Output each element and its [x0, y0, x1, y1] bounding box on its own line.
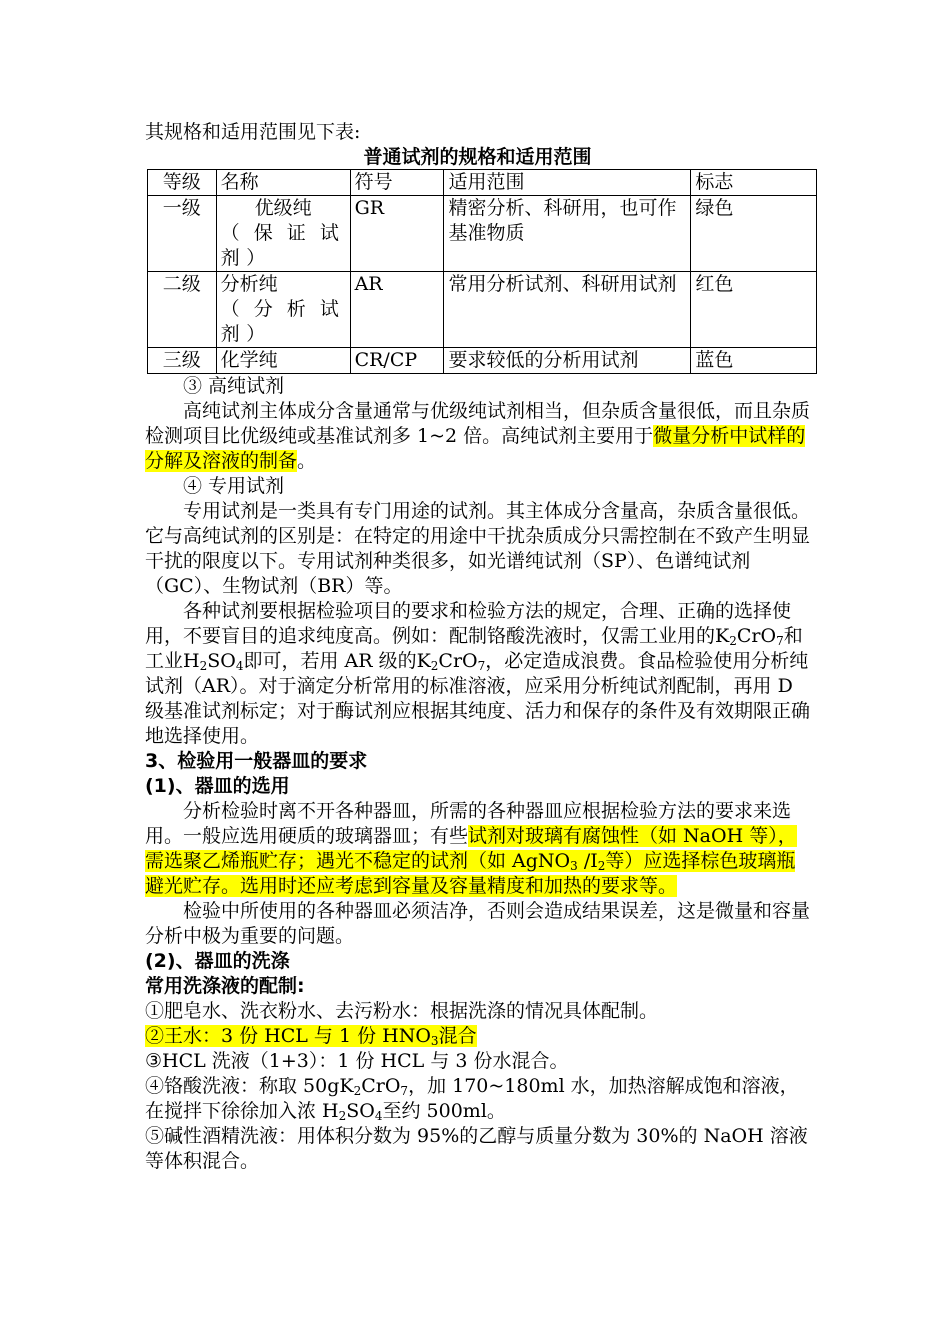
table-header-row — [148, 170, 817, 196]
table-row — [148, 348, 817, 374]
list-item: ⑤碱性酒精洗液：用体积分数为 95%的乙醇与质量分数为 30%的 NaOH 溶液等体积混合。 — [145, 1125, 808, 1172]
cell-mark: 蓝色 — [691, 348, 817, 374]
text-span: 试剂对玻璃有腐蚀性（如 NaOH 等），需选聚乙烯瓶贮存；遇光不稳定的试剂（如 AgNO — [145, 825, 797, 872]
text-span: 至约 500ml。 — [382, 1100, 506, 1122]
cell-name — [216, 272, 350, 348]
text-span: 和工业 — [145, 625, 803, 672]
cell-name-main: 分析纯 — [220, 273, 278, 295]
formula-sub: 7 — [477, 659, 486, 673]
formula-sub: 3 — [570, 859, 578, 873]
highlighted-text — [145, 1025, 477, 1047]
cell-grade: 一级 — [148, 196, 217, 272]
cell-mark: 绿色 — [691, 196, 817, 272]
paragraph-high-purity — [145, 399, 810, 474]
document-page — [145, 120, 810, 1174]
list-item: ①肥皂水、洗衣粉水、去污粉水：根据洗涤的情况具体配制。 — [145, 1000, 659, 1022]
subheading-washing: (2)、器皿的洗涤 — [145, 950, 290, 972]
cell-symbol: GR — [350, 196, 444, 272]
text-span: ④铬酸洗液：称取 50gK — [145, 1075, 354, 1097]
formula-part: SO — [207, 650, 236, 672]
text-span: 混合 — [438, 1025, 477, 1047]
header-name: 名称 — [216, 170, 350, 196]
paragraph-cleanliness: 检验中所使用的各种器皿必须洁净，否则会造成结果误差，这是微量和容量分析中极为重要的问题。 — [145, 900, 811, 947]
intro-text: 其规格和适用范围见下表: — [145, 121, 361, 143]
reagent-spec-table — [147, 169, 817, 374]
text-span: 各种试剂要根据检验项目的要求和检验方法的规定，合理、正确的选择使用，不要盲目的追求纯度高。例如：配制铬酸洗液时，仅需工业用的 — [145, 600, 792, 647]
section-heading-high-purity: ③ 高纯试剂 — [183, 375, 285, 397]
cell-symbol: CR/CP — [350, 348, 444, 374]
text-span: 等）应选择棕色玻璃瓶避光贮存。选用时还应考虑到容量及容量精度和加热的要求等。 — [145, 850, 796, 897]
formula-sub: 4 — [235, 659, 244, 673]
text-span: 即可，若用 AR 级的 — [243, 650, 417, 672]
text-span: 分析检验时离不开各种器皿，所需的各种器皿应根据检验方法的要求来选用。一般应选用硬质的玻璃器皿；有些 — [145, 800, 792, 847]
formula-part: H — [183, 650, 200, 672]
list-item: ③HCL 洗液（1+3）：1 份 HCL 与 3 份水混合。 — [145, 1050, 569, 1072]
paragraph-selection — [145, 599, 810, 749]
cell-mark: 红色 — [691, 272, 817, 348]
cell-scope: 常用分析试剂、科研用试剂 — [444, 272, 691, 348]
cell-name-main: 优级纯 — [254, 197, 312, 219]
formula-part: K — [715, 625, 730, 647]
table-row — [148, 272, 817, 348]
formula-sub: 7 — [400, 1084, 409, 1098]
formula-sub: 2 — [338, 1109, 347, 1123]
formula-sub: 3 — [430, 1034, 439, 1048]
table-row — [148, 196, 817, 272]
header-mark: 标志 — [691, 170, 817, 196]
header-symbol: 符号 — [350, 170, 444, 196]
paragraph-special: 专用试剂是一类具有专门用途的试剂。其主体成分含量高，杂质含量很低。它与高纯试剂的区别是：在特定的用途中干扰杂质成分只需控制在不致产生明显干扰的限度以下。专用试剂种类很多，如光谱纯试剂（SP）、色谱纯试剂（GC）、生物试剂（BR）等。 — [145, 500, 811, 597]
cell-name-sub: （分析试剂） — [220, 298, 346, 345]
header-grade: 等级 — [148, 170, 217, 196]
formula-sub: 2 — [353, 1084, 362, 1098]
subheading-wash-solutions: 常用洗涤液的配制: — [145, 975, 305, 997]
text-span: CrO — [361, 1075, 401, 1097]
formula-sub: 2 — [597, 859, 606, 873]
text-span: 高纯试剂主体成分含量通常与优级纯试剂相当，但杂质含量很低，而且杂质检测项目比优级纯或基准试剂多 1~2 倍。高纯试剂主要用于 — [145, 400, 811, 447]
list-item — [145, 1024, 810, 1049]
text-span: SO — [346, 1100, 375, 1122]
formula-part: CrO — [736, 625, 777, 647]
text-span: ，必定造成浪费。食品检验使用分析纯试剂（AR）。对于滴定分析常用的标准溶液，应采用分析纯试剂配制，再用 D 级基准试剂标定；对于酶试剂应根据其纯度、活力和保存的条件及有效期限正确地选择使用。 — [145, 650, 811, 747]
cell-grade: 二级 — [148, 272, 217, 348]
formula-sub: 2 — [729, 634, 737, 648]
list-item — [145, 1074, 810, 1124]
highlighted-text: 微量分析中试样的分解及溶液的制备 — [145, 425, 806, 472]
cell-name: 化学纯 — [216, 348, 350, 374]
cell-symbol: AR — [350, 272, 444, 348]
formula-sub: 2 — [430, 659, 439, 673]
formula-sub: 2 — [199, 659, 208, 673]
subheading-selection: (1)、器皿的选用 — [145, 775, 290, 797]
cell-name-sub: （保证试剂） — [220, 222, 346, 269]
header-scope: 适用范围 — [444, 170, 691, 196]
cell-grade: 三级 — [148, 348, 217, 374]
table-title: 普通试剂的规格和适用范围 — [363, 146, 592, 168]
formula-sub: 7 — [776, 634, 784, 648]
text-span: ②王水：3 份 HCL 与 1 份 HNO — [145, 1025, 431, 1047]
formula-part: K — [416, 650, 431, 672]
text-span: /I — [577, 850, 598, 872]
formula-part: CrO — [438, 650, 478, 672]
cell-name — [216, 196, 350, 272]
formula-sub: 4 — [374, 1109, 383, 1123]
text-span: ，加 170~180ml 水，加热溶解成饱和溶液，在搅拌下徐徐加入浓 H — [145, 1075, 799, 1122]
paragraph-glassware — [145, 799, 810, 899]
section-heading-glassware: 3、检验用一般器皿的要求 — [145, 750, 368, 772]
cell-scope: 精密分析、科研用，也可作基准物质 — [444, 196, 691, 272]
cell-scope: 要求较低的分析用试剂 — [444, 348, 691, 374]
text-span: 。 — [297, 450, 317, 472]
section-heading-special: ④ 专用试剂 — [183, 475, 285, 497]
